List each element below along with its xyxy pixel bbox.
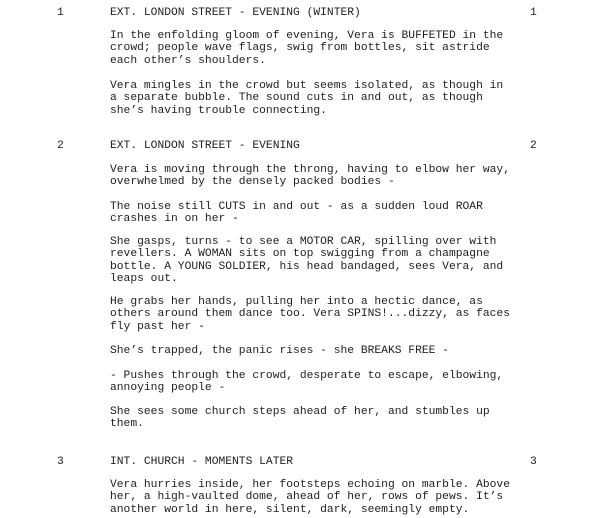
action-line: annoying people - — [110, 382, 226, 395]
scene-number-left: 2 — [57, 140, 64, 152]
action-line: she’s having trouble connecting. — [110, 104, 327, 117]
action-paragraph — [110, 30, 550, 67]
action-line: fly past her - — [110, 320, 205, 333]
action-line: leaps out. — [110, 273, 178, 286]
scene-number-right: 1 — [530, 7, 537, 19]
action-line: He grabs her hands, pulling her into a hectic dance, as — [110, 296, 483, 308]
action-line: She sees some church steps ahead of her, and stumbles up — [110, 406, 490, 418]
action-line: each other’s shoulders. — [110, 54, 266, 67]
action-line: a separate bubble. The sound cuts in and out, as though — [110, 92, 483, 105]
action-line: She’s trapped, the panic rises - she BREAKS FREE - — [110, 345, 449, 357]
action-line: another world in here, silent, dark, seemingly empty. — [110, 503, 470, 516]
action-line: others around them dance too. Vera SPINS!...dizzy, as faces — [110, 308, 510, 321]
scene-number-right: 3 — [530, 456, 537, 468]
action-line: them. — [110, 418, 144, 431]
action-paragraph — [110, 345, 550, 357]
action-line: Vera hurries inside, her footsteps echoing on marble. Above — [110, 479, 510, 491]
action-paragraph — [110, 201, 550, 226]
action-paragraph — [110, 479, 550, 516]
action-line: her, a high-vaulted dome, ahead of her, rows of pews. It’s — [110, 491, 504, 504]
action-line: Vera mingles in the crowd but seems isolated, as though in — [110, 80, 504, 92]
action-line: - Pushes through the crowd, desperate to escape, elbowing, — [110, 370, 504, 382]
action-paragraph — [110, 296, 550, 333]
action-paragraph — [110, 236, 550, 286]
scene-number-left: 3 — [57, 456, 64, 468]
action-line: Vera is moving through the throng, having to elbow her way, — [110, 164, 510, 176]
scene-heading: INT. CHURCH - MOMENTS LATER — [110, 456, 294, 468]
scene-heading: EXT. LONDON STREET - EVENING — [110, 140, 300, 152]
action-line: She gasps, turns - to see a MOTOR CAR, spilling over with — [110, 236, 497, 248]
action-line: The noise still CUTS in and out - as a sudden loud ROAR — [110, 201, 483, 213]
action-line: bottle. A YOUNG SOLDIER, his head bandaged, sees Vera, and — [110, 260, 504, 273]
action-paragraph — [110, 406, 550, 431]
scene-number-right: 2 — [530, 140, 537, 152]
action-line: overwhelmed by the densely packed bodies - — [110, 176, 395, 189]
action-line: In the enfolding gloom of evening, Vera is BUFFETED in the — [110, 30, 504, 42]
action-line: crowd; people wave flags, swig from bottles, sit astride — [110, 42, 490, 55]
scene-number-left: 1 — [57, 7, 64, 19]
action-paragraph — [110, 164, 550, 189]
action-paragraph — [110, 370, 550, 395]
action-line: revellers. A WOMAN sits on top swigging from a champagne — [110, 248, 490, 261]
action-paragraph — [110, 80, 550, 117]
action-line: crashes in on her - — [110, 213, 239, 226]
scene-heading: EXT. LONDON STREET - EVENING (WINTER) — [110, 7, 361, 19]
